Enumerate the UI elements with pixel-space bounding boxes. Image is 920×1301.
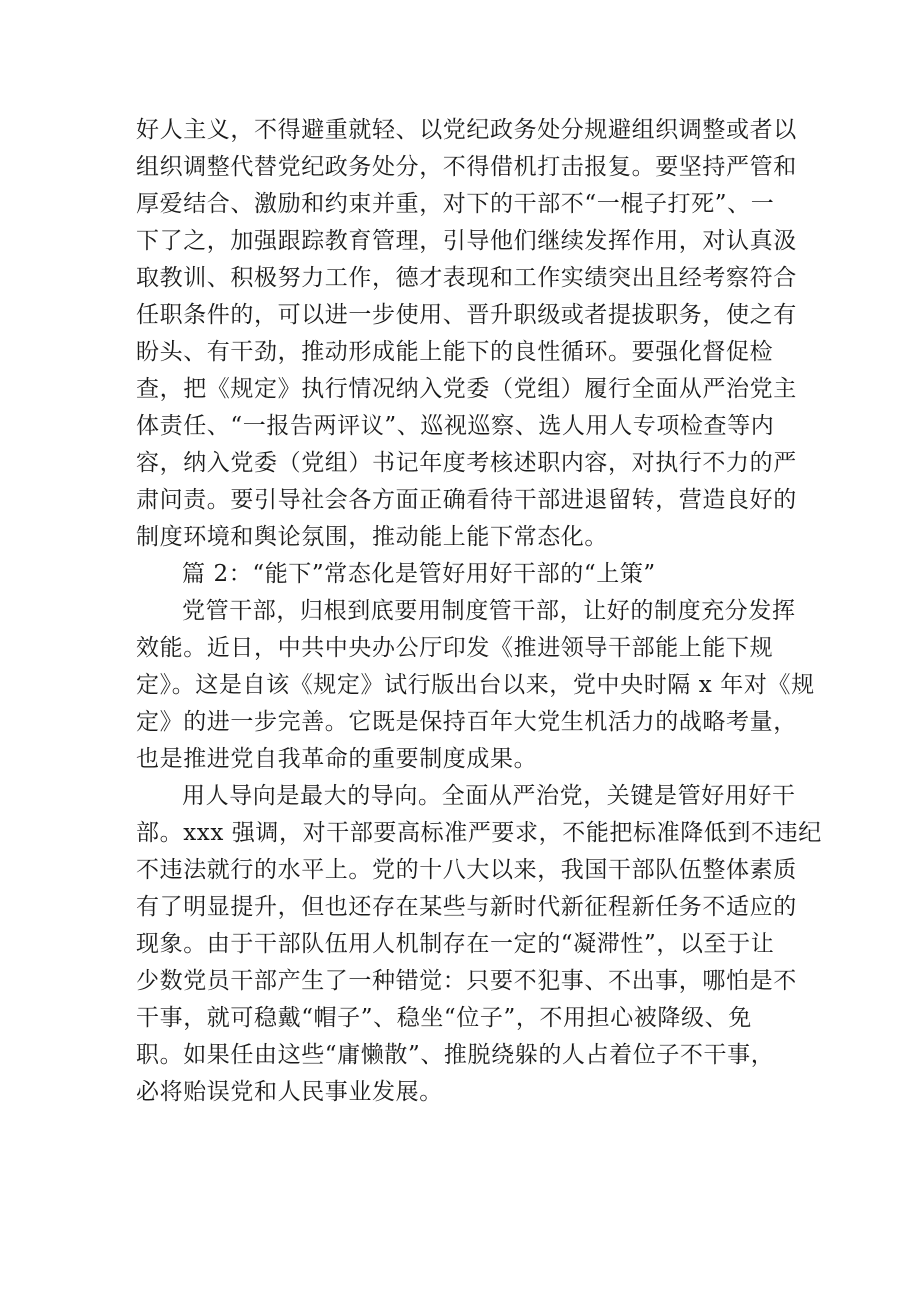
text-line: 有了明显提升，但也还存在某些与新时代新征程新任务不适应的 xyxy=(136,894,797,920)
text-line: 容，纳入党委（党组）书记年度考核述职内容，对执行不力的严 xyxy=(136,450,797,476)
text-line: 用人导向是最大的导向。全面从严治党，关键是管好用好干 xyxy=(182,783,796,809)
text-line: 定》的进一步完善。它既是保持百年大党生机活力的战略考量， xyxy=(136,709,797,735)
text-line: 不违法就行的水平上。党的十八大以来，我国干部队伍整体素质 xyxy=(136,857,797,883)
text-line: 现象。由于干部队伍用人机制存在一定的“凝滞性”，以至于让 xyxy=(136,931,775,957)
text-line: 取教训、积极努力工作，德才表现和工作实绩突出且经考察符合 xyxy=(136,265,797,291)
text-line: 好人主义，不得避重就轻、以党纪政务处分规避组织调整或者以 xyxy=(136,117,797,143)
text-line: 少数党员干部产生了一种错觉：只要不犯事、不出事，哪怕是不 xyxy=(136,968,797,994)
text-line: 必将贻误党和人民事业发展。 xyxy=(136,1079,443,1105)
text-line: 部。xxx 强调，对干部要高标准严要求，不能把标准降低到不违纪 xyxy=(136,820,822,846)
text-line: 下了之，加强跟踪教育管理，引导他们继续发挥作用，对认真汲 xyxy=(136,228,797,254)
text-line: 厚爱结合、激励和约束并重，对下的干部不“一棍子打死”、一 xyxy=(136,191,775,217)
text-line: 效能。近日，中共中央办公厅印发《推进领导干部能上能下规 xyxy=(136,635,774,661)
text-line: 查，把《规定》执行情况纳入党委（党组）履行全面从严治党主 xyxy=(136,376,797,402)
text-line: 体责任、“一报告两评议”、巡视巡察、选人用人专项检查等内 xyxy=(136,413,775,439)
text-line: 职。如果任由这些“庸懒散”、推脱绕躲的人占着位子不干事， xyxy=(136,1042,775,1068)
text-line: 制度环境和舆论氛围，推动能上能下常态化。 xyxy=(136,524,608,550)
text-line: 定》。这是自该《规定》试行版出台以来，党中央时隔 x 年对《规 xyxy=(136,672,815,698)
section-heading: 篇 2：“能下”常态化是管好用好干部的“上策” xyxy=(182,561,656,587)
body-text xyxy=(136,112,822,1111)
text-line: 组织调整代替党纪政务处分，不得借机打击报复。要坚持严管和 xyxy=(136,154,797,180)
text-line: 干事，就可稳戴“帽子”、稳坐“位子”，不用担心被降级、免 xyxy=(136,1005,752,1031)
text-line: 任职条件的，可以进一步使用、晋升职级或者提拔职务，使之有 xyxy=(136,302,797,328)
text-line: 盼头、有干劲，推动形成能上能下的良性循环。要强化督促检 xyxy=(136,339,774,365)
text-line: 肃问责。要引导社会各方面正确看待干部进退留转，营造良好的 xyxy=(136,487,797,513)
text-line: 党管干部，归根到底要用制度管干部，让好的制度充分发挥 xyxy=(182,598,796,624)
text-line: 也是推进党自我革命的重要制度成果。 xyxy=(136,746,538,772)
